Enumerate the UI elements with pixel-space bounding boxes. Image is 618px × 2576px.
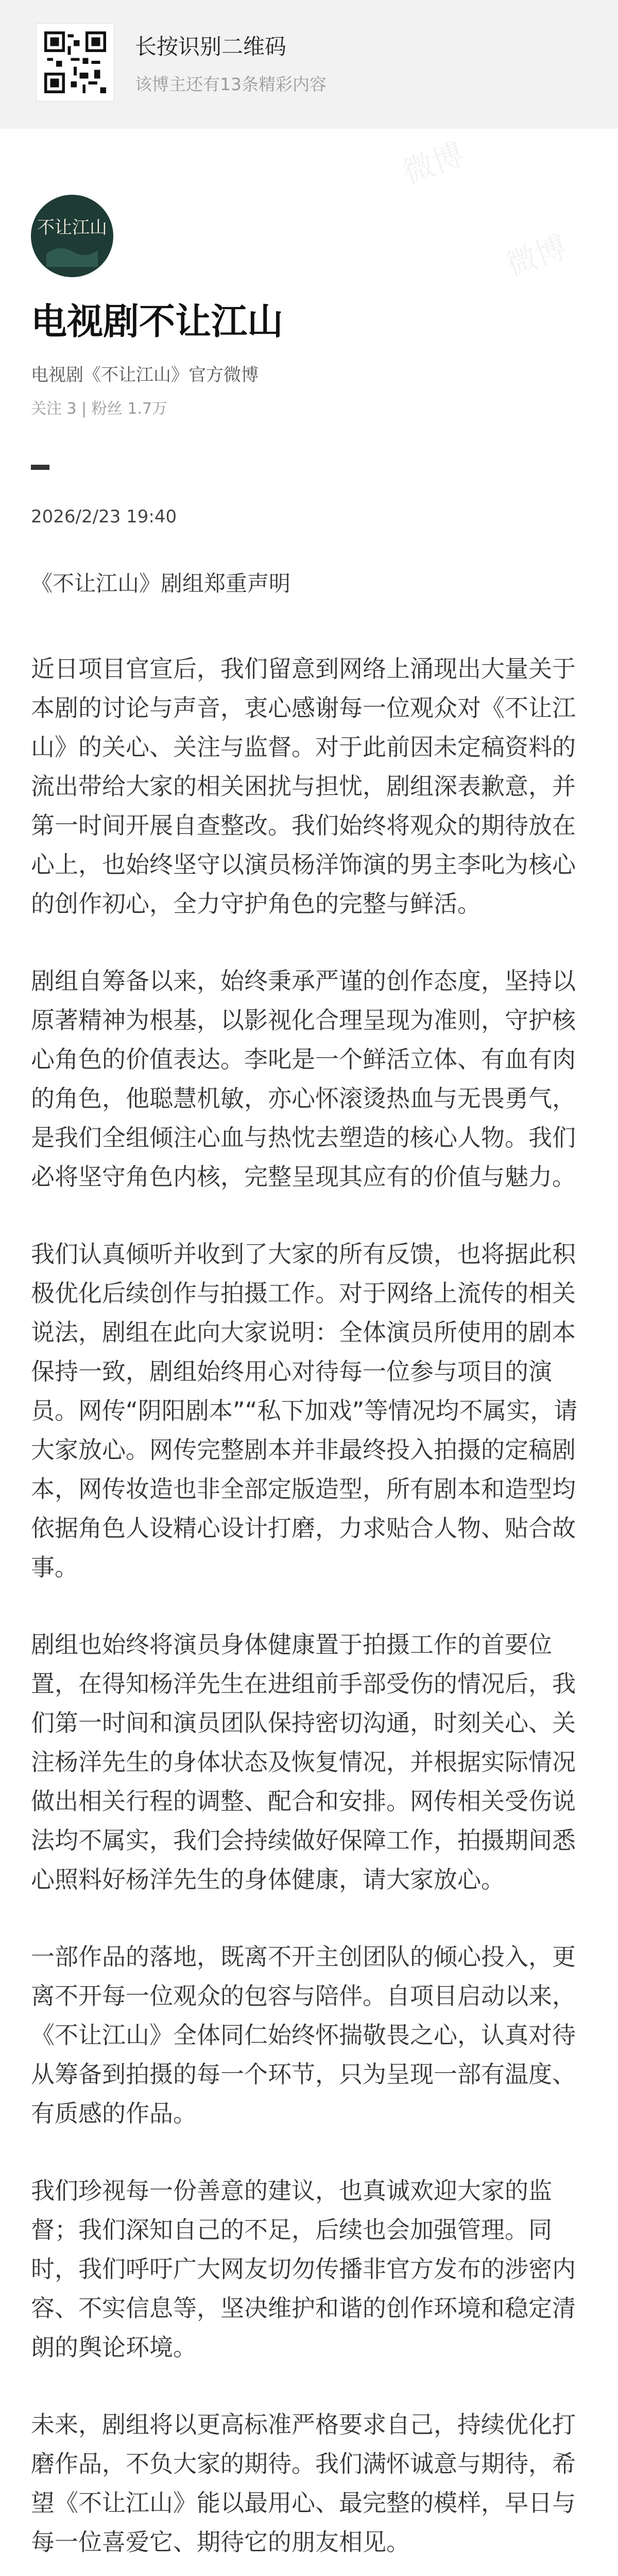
- avatar-logo-text: 不让江山: [37, 217, 107, 238]
- divider-mark: [31, 465, 49, 470]
- post-paragraph: 未来，剧组将以更高标准严格要求自己，持续优化打磨作品，不负大家的期待。我们满怀诚意与期待，希望《不让江山》能以最用心、最完整的模样，早日与每一位喜爱它、期待它的朋友相见。: [31, 2411, 576, 2556]
- post-headline: 《不让江山》剧组郑重声明: [31, 571, 291, 596]
- post-card: [0, 129, 618, 2576]
- account-description: 电视剧《不让江山》官方微博: [31, 365, 259, 385]
- qr-code-icon[interactable]: [36, 23, 114, 101]
- post-body: [31, 649, 587, 2576]
- post-paragraph: 剧组也始终将演员身体健康置于拍摄工作的首要位置，在得知杨洋先生在进组前手部受伤的情况后，我们第一时间和演员团队保持密切沟通，时刻关心、关注杨洋先生的身体状态及恢复情况，并根据实际情况做出相关行程的调整、配合和安排。网传相关受伤说法均不属实，我们会持续做好保障工作，拍摄期间悉心照料好杨洋先生的身体健康，请大家放心。: [31, 1631, 576, 1893]
- top-banner: [0, 0, 618, 124]
- post-timestamp: 2026/2/23 19:40: [31, 506, 177, 527]
- account-name[interactable]: 电视剧不让江山: [31, 300, 283, 343]
- post-paragraph: 我们珍视每一份善意的建议，也真诚欢迎大家的监督；我们深知自己的不足，后续也会加强管理。同时，我们呼吁广大网友切勿传播非官方发布的涉密内容、不实信息等，坚决维护和谐的创作环境和稳定清朗的舆论环境。: [31, 2177, 576, 2361]
- watermark: 微博: [398, 136, 469, 192]
- banner-subtitle: 该博主还有13条精彩内容: [135, 74, 327, 94]
- avatar[interactable]: [31, 195, 113, 277]
- account-stats: 关注 3 | 粉丝 1.7万: [31, 400, 168, 418]
- banner-title: 长按识别二维码: [135, 34, 287, 59]
- post-paragraph: 近日项目官宣后，我们留意到网络上涌现出大量关于本剧的讨论与声音，衷心感谢每一位观众对《不让江山》的关心、关注与监督。对于此前因未定稿资料的流出带给大家的相关困扰与担忧，剧组深表歉意，并第一时间开展自查整改。我们始终将观众的期待放在心上，也始终坚守以演员杨洋饰演的男主李叱为核心的创作初心，全力守护角色的完整与鲜活。: [31, 655, 576, 918]
- post-paragraph: 我们认真倾听并收到了大家的所有反馈，也将据此积极优化后续创作与拍摄工作。对于网络上流传的相关说法，剧组在此向大家说明：全体演员所使用的剧本保持一致，剧组始终用心对待每一位参与项目的演员。网传“阴阳剧本”“私下加戏”等情况均不属实，请大家放心。网传完整剧本并非最终投入拍摄的定稿剧本，网传妆造也非全部定版造型，所有剧本和造型均依据角色人设精心设计打磨，力求贴合人物、贴合故事。: [31, 1240, 578, 1581]
- watermark: 微博: [501, 229, 572, 284]
- post-paragraph: 剧组自筹备以来，始终秉承严谨的创作态度，坚持以原著精神为根基，以影视化合理呈现为准则，守护核心角色的价值表达。李叱是一个鲜活立体、有血有肉的角色，他聪慧机敏，亦心怀滚烫热血与无畏勇气，是我们全组倾注心血与热忱去塑造的核心人物。我们必将坚守角色内核，完整呈现其应有的价值与魅力。: [31, 967, 576, 1191]
- post-paragraph: 一部作品的落地，既离不开主创团队的倾心投入，更离不开每一位观众的包容与陪伴。自项目启动以来，《不让江山》全体同仁始终怀揣敬畏之心，认真对待从筹备到拍摄的每一个环节，只为呈现一部有温度、有质感的作品。: [31, 1943, 576, 2127]
